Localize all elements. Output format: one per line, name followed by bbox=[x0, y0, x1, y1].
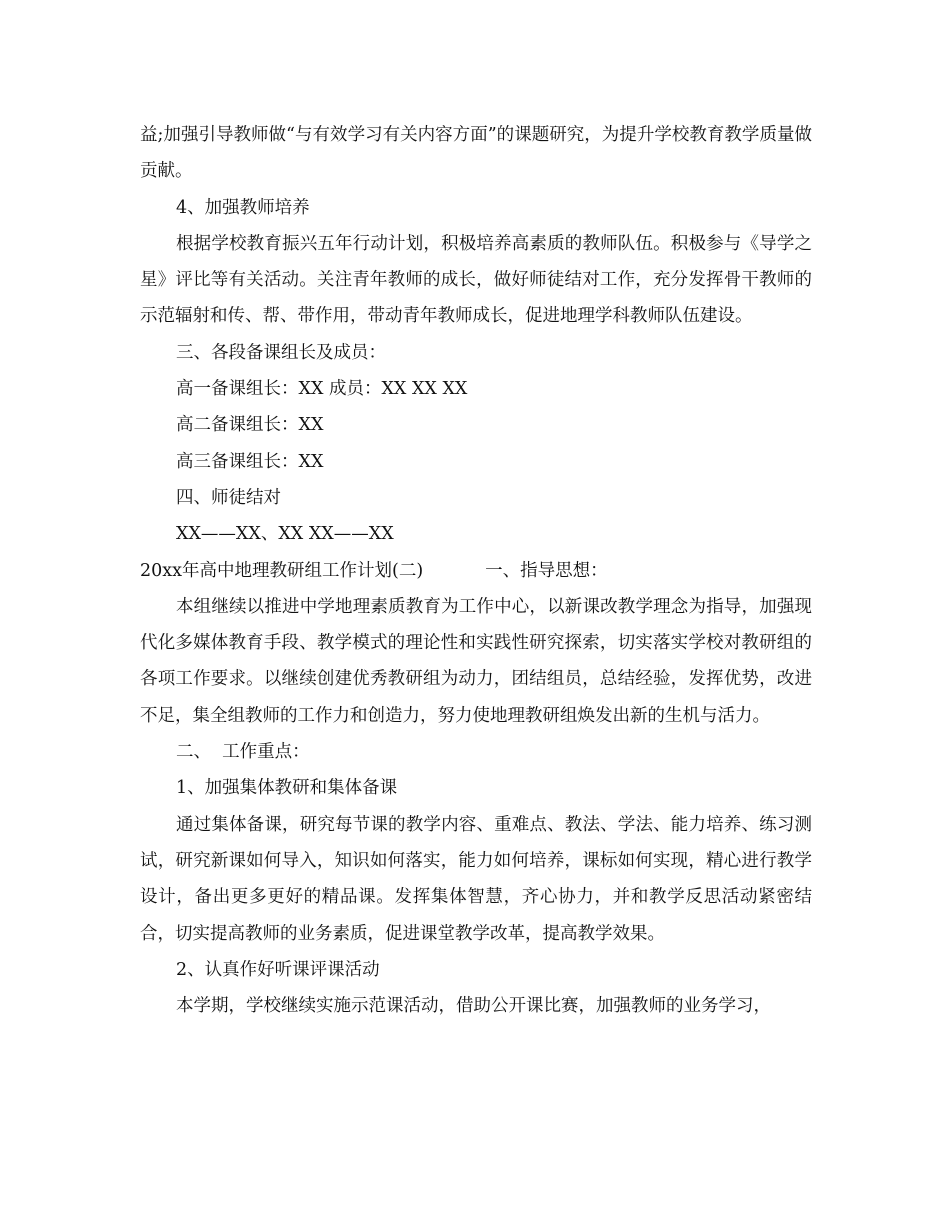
plan-title: 20xx年高中地理教研组工作计划(二) bbox=[140, 560, 424, 581]
grade-2-leader: 高二备课组长：XX bbox=[176, 415, 324, 436]
paragraph-collective-prep: 通过集体备课，研究每节课的教学内容、重难点、教法、学法、能力培养、练习测试，研究新课如何导入，知识如何落实，能力如何培养，课标如何实现，精心进行教学设计，备出更多更好的精品课。发挥集体智慧，齐心协力，并和教学反思活动紧密结合，切实提高教师的业务素质，促进课堂教学改革，提高教学效果。 bbox=[140, 814, 812, 944]
mentor-pairs: XX——XX、XX XX——XX bbox=[176, 524, 394, 545]
heading-mentor-pairing: 四、师徒结对 bbox=[176, 487, 281, 508]
document-body bbox=[140, 117, 812, 1024]
paragraph-continued: 益;加强引导教师做“与有效学习有关内容方面”的课题研究，为提升学校教育教学质量做贡献。 bbox=[140, 125, 812, 182]
grade-1-leader: 高一备课组长：XX 成员：XX XX XX bbox=[176, 379, 468, 400]
paragraph-guiding-ideology: 本组继续以推进中学地理素质教育为工作中心，以新课改教学理念为指导，加强现代化多媒体教育手段、教学模式的理论性和实践性研究探索，切实落实学校对教研组的各项工作要求。以继续创建优秀教研组为动力，团结组员，总结经验，发挥优势，改进不足，集全组教师的工作力和创造力，努力使地理教研组焕发出新的生机与活力。 bbox=[140, 596, 812, 726]
paragraph-teacher-training: 根据学校教育振兴五年行动计划，积极培养高素质的教师队伍。积极参与《导学之星》评比等有关活动。关注青年教师的成长，做好师徒结对工作，充分发挥骨干教师的示范辐射和传、帮、带作用，带动青年教师成长，促进地理学科教师队伍建设。 bbox=[140, 233, 812, 327]
heading-guiding-ideology: 一、指导思想： bbox=[485, 560, 608, 581]
heading-group-leaders: 三、各段备课组长及成员： bbox=[176, 342, 386, 363]
heading-teacher-training: 4、加强教师培养 bbox=[176, 197, 310, 218]
plan-title-line bbox=[140, 553, 812, 589]
grade-3-leader: 高三备课组长：XX bbox=[176, 451, 324, 472]
heading-work-focus: 二、 工作重点： bbox=[176, 742, 310, 763]
paragraph-lesson-observation: 本学期，学校继续实施示范课活动，借助公开课比赛，加强教师的业务学习， bbox=[176, 996, 771, 1017]
subheading-collective-prep: 1、加强集体教研和集体备课 bbox=[176, 778, 398, 799]
subheading-lesson-observation: 2、认真作好听课评课活动 bbox=[176, 959, 380, 980]
